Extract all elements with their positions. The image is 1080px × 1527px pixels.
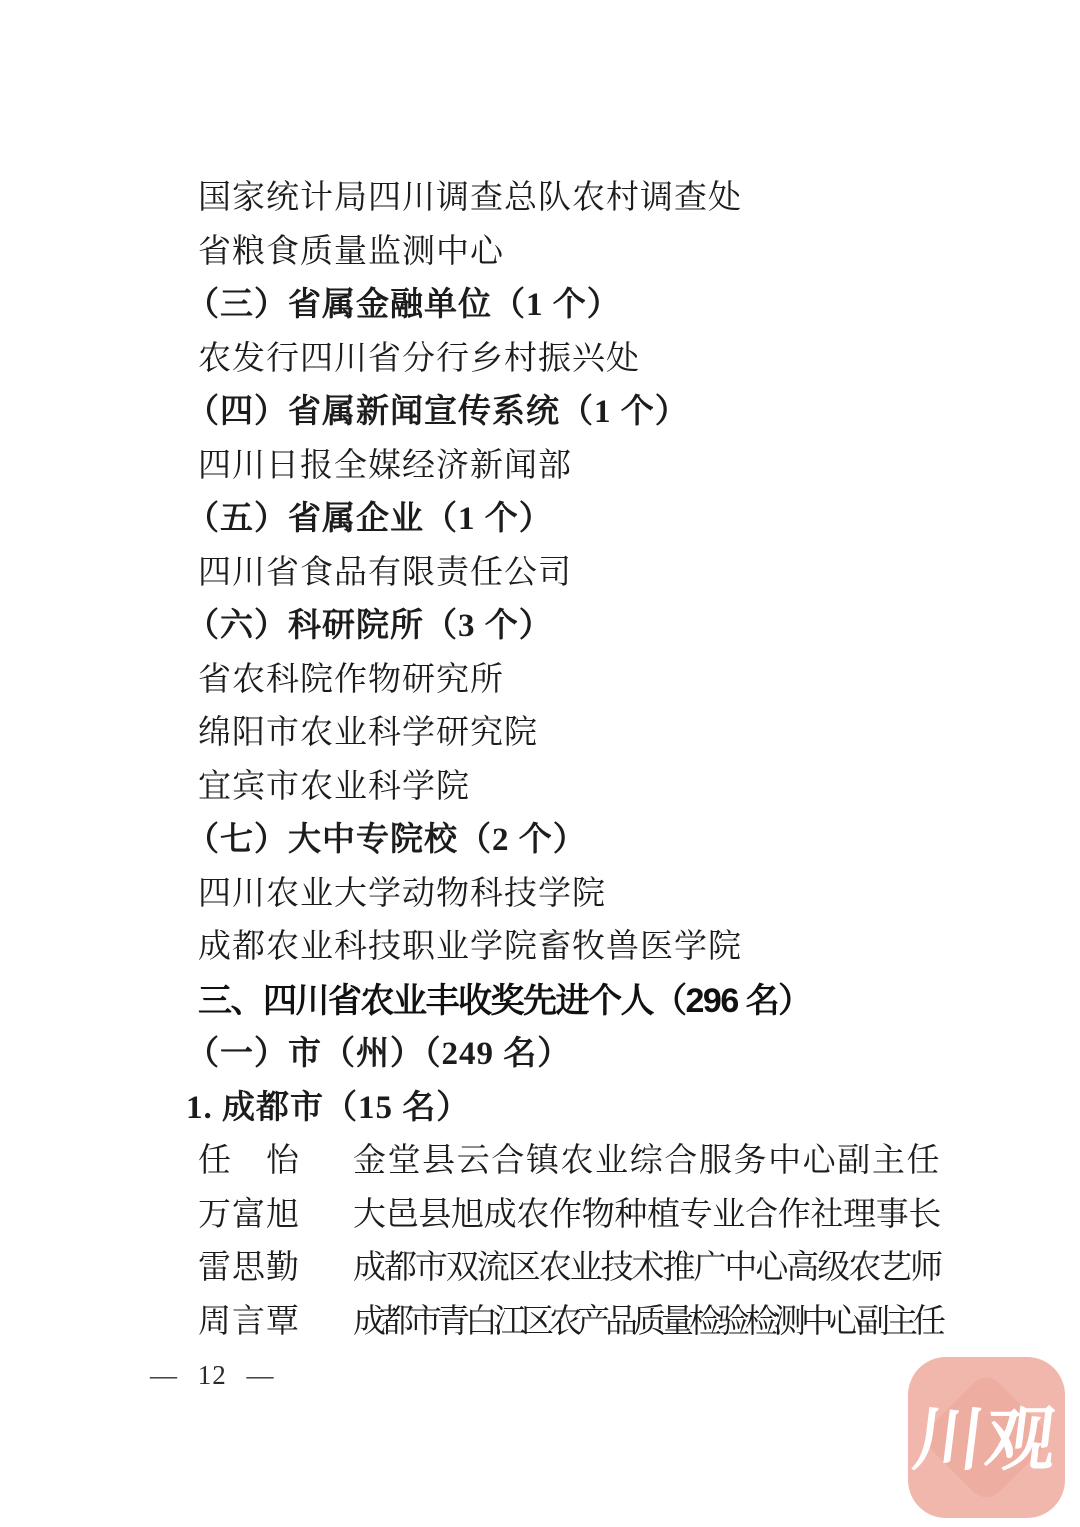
person-name-char: 思 [232, 1250, 266, 1286]
person-name-char: 覃 [266, 1303, 300, 1340]
person-name-char: 雷 [198, 1250, 232, 1286]
person-row [198, 1195, 941, 1235]
person-title: 成都市青白江区农产品质量检验检测中心副主任 [353, 1303, 941, 1340]
person-name-char: 富 [232, 1196, 266, 1233]
body-line: 国家统计局四川调查总队农村调查处 [198, 180, 742, 216]
person-row [198, 1302, 941, 1342]
body-line: 四川省食品有限责任公司 [198, 554, 572, 591]
sub-heading: 1. 成都市（15 名） [186, 1089, 471, 1126]
body-line: 绵阳市农业科学研究院 [198, 715, 538, 751]
person-name-char: 勤 [266, 1250, 300, 1286]
person-title: 大邑县旭成农作物种植专业合作社理事长 [353, 1196, 942, 1233]
body-line: 省粮食质量监测中心 [198, 233, 504, 270]
sub-heading: （五）省属企业（1 个） [186, 501, 553, 537]
logo-text: 川观 [908, 1397, 1063, 1480]
person-name [198, 1302, 300, 1342]
person-name [198, 1195, 300, 1235]
person-name-char: 万 [198, 1196, 232, 1233]
person-name-char: 旭 [266, 1196, 300, 1233]
person-row [198, 1248, 941, 1288]
person-name [198, 1141, 300, 1181]
body-line: 宜宾市农业科学院 [198, 768, 470, 805]
person-name-char: 周 [198, 1303, 232, 1340]
person-title: 金堂县云合镇农业综合服务中心副主任 [353, 1143, 942, 1179]
body-line: 成都农业科技职业学院畜牧兽医学院 [198, 929, 742, 965]
sub-heading: （七）大中专院校（2 个） [186, 822, 587, 858]
person-name [198, 1248, 300, 1288]
section-heading: 三、四川省农业丰收奖先进个人（296 名） [198, 981, 811, 1020]
body-line: 省农科院作物研究所 [198, 661, 504, 698]
sub-heading: （六）科研院所（3 个） [186, 608, 553, 644]
page-number: — 12 — [150, 1360, 275, 1390]
body-line: 农发行四川省分行乡村振兴处 [198, 340, 640, 377]
sub-heading: （四）省属新闻宣传系统（1 个） [186, 394, 689, 430]
sub-heading: （一）市（州）（249 名） [186, 1036, 572, 1072]
person-name-char: 任 [198, 1143, 232, 1179]
chuanguan-logo [908, 1357, 1065, 1518]
body-line: 四川日报全媒经济新闻部 [198, 447, 572, 484]
person-row [198, 1141, 941, 1181]
person-title: 成都市双流区农业技术推广中心高级农艺师 [353, 1250, 942, 1286]
person-name-char: 怡 [266, 1143, 300, 1179]
person-name-char: 言 [232, 1303, 266, 1340]
body-line: 四川农业大学动物科技学院 [198, 875, 606, 912]
sub-heading: （三）省属金融单位（1 个） [186, 287, 621, 323]
